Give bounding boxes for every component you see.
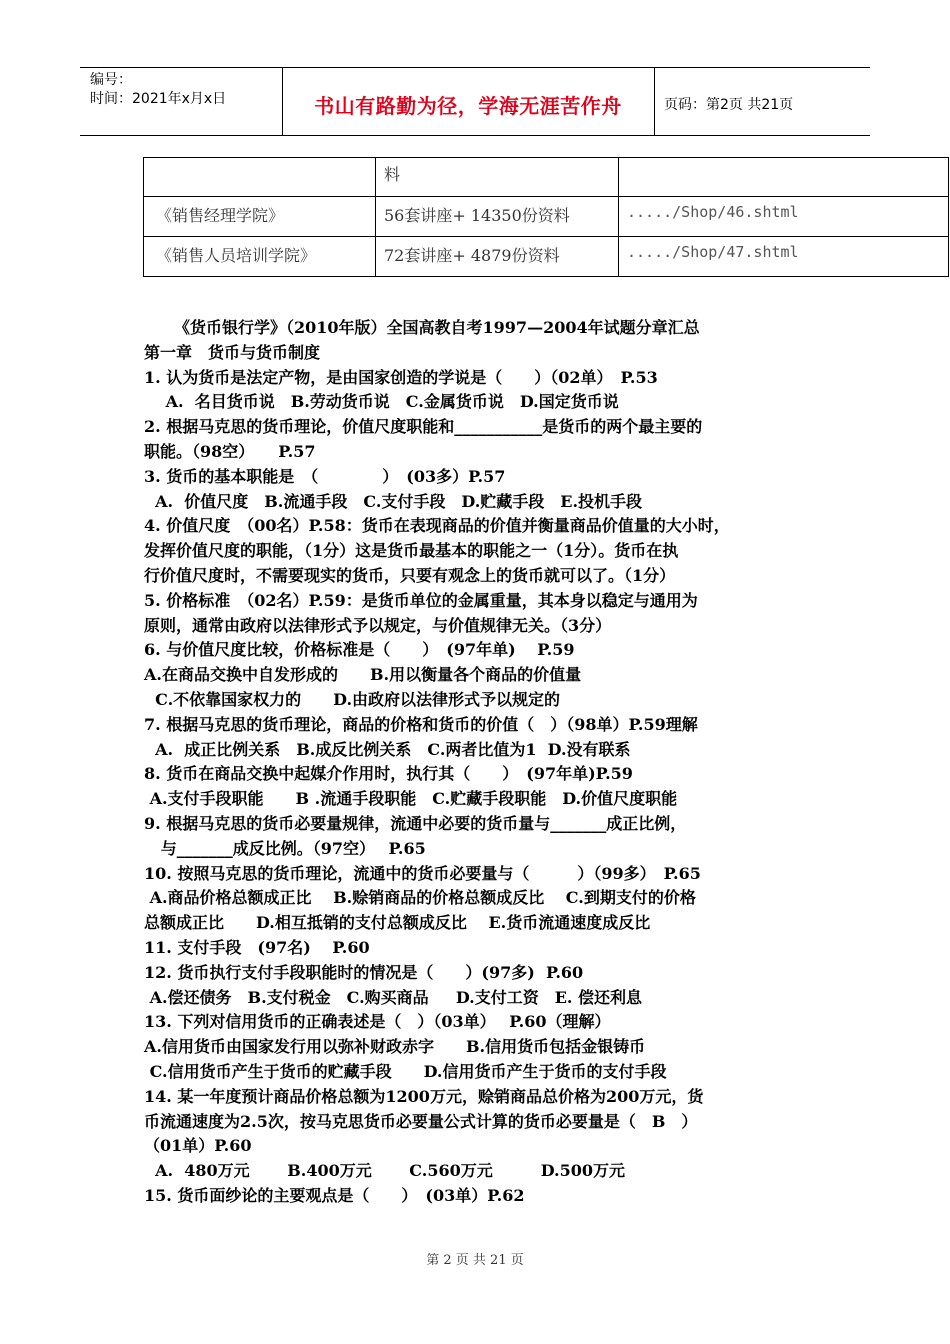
text-line: 发挥价值尺度的职能，（1分）这是货币最基本的职能之一（1分）。货币在执 [144,541,679,561]
table-cell: 72套讲座+ 4879份资料 [376,237,619,277]
text-line: 12. 货币执行支付手段职能时的情况是（ ）(97多) P.60 [144,962,584,982]
text-line: 行价值尺度时，不需要现实的货币，只要有观念上的货币就可以了。（1分） [144,565,676,585]
header-divider-right [654,67,655,135]
table-cell: 《销售经理学院》 [144,197,376,237]
header-top-rule [80,67,870,68]
exam-content [144,316,816,1209]
text-line: 4. 价值尺度 （00名）P.58：货币在表现商品的价值并衡量商品价值量的大小时， [144,516,730,536]
text-line: （01单）P.60 [144,1136,252,1156]
text-line: 7. 根据马克思的货币理论，商品的价格和货币的价值（ ）（98单）P.59理解 [144,714,698,734]
text-line: A.偿还债务 B.支付税金 C.购买商品 D.支付工资 E. 偿还利息 [144,987,643,1007]
document-title: 《货币银行学》（2010年版）全国高教自考1997—2004年试题分章汇总 [174,318,700,337]
text-line: 11. 支付手段 (97名) P.60 [144,937,370,957]
text-line: A. 价值尺度 B.流通手段 C.支付手段 D.贮藏手段 E.投机手段 [144,491,643,511]
number-label: 编号： [90,72,132,88]
text-line: 与_______成反比例。（97空） P.65 [144,838,426,858]
header-page-info: 页码：第2页 共21页 [664,97,794,113]
text-line: 15. 货币面纱论的主要观点是（ ） (03单）P.62 [144,1185,525,1205]
text-line: 原则，通常由政府以法律形式予以规定，与价值规律无关。（3分） [144,615,612,635]
header-motto: 书山有路勤为径，学海无涯苦作舟 [314,94,622,118]
text-line: 13. 下列对信用货币的正确表述是（ ）（03单） P.60（理解） [144,1012,611,1032]
text-line: 2. 根据马克思的货币理论，价值尺度职能和___________是货币的两个最主要的 [144,417,703,437]
text-line: 8. 货币在商品交换中起媒介作用时，执行其（ ） (97年单)P.59 [144,764,633,784]
table-cell [619,158,949,197]
text-line: 10. 按照马克思的货币理论，流通中的货币必要量与（ ）（99多） P.65 [144,863,701,883]
header-bottom-rule [80,135,870,136]
table-cell [144,158,376,197]
text-line: 职能。（98空） P.57 [144,441,316,461]
text-line: C.信用货币产生于货币的贮藏手段 D.信用货币产生于货币的支付手段 [144,1061,667,1081]
text-line: 14. 某一年度预计商品价格总额为1200万元，赊销商品总价格为200万元，货 [144,1086,704,1106]
text-line: 6. 与价值尺度比较，价格标准是（ ） (97年单) P.59 [144,640,575,660]
text-line: 总额成正比 D.相互抵销的支付总额成反比 E.货币流通速度成反比 [144,913,651,933]
text-line: 1. 认为货币是法定产物，是由国家创造的学说是（ ）（02单） P.53 [144,367,658,387]
header-meta [90,71,226,109]
page-footer: 第 2 页 共 21 页 [426,1253,524,1268]
text-line: A. 480万元 B.400万元 C.560万元 D.500万元 [144,1161,625,1181]
text-line: A. 成正比例关系 B.成反比例关系 C.两者比值为1 D.没有联系 [144,739,631,759]
text-line: C.不依靠国家权力的 D.由政府以法律形式予以规定的 [144,689,561,709]
table-row [144,237,949,277]
table-cell: 56套讲座+ 14350份资料 [376,197,619,237]
table-cell: 《销售人员培训学院》 [144,237,376,277]
text-line: A. 名目货币说 B.劳动货币说 C.金属货币说 D.国定货币说 [144,392,619,412]
text-line: 9. 根据马克思的货币必要量规律，流通中必要的货币量与_______成正比例， [144,813,687,833]
text-line: A.支付手段职能 B .流通手段职能 C.贮藏手段职能 D.价值尺度职能 [144,789,678,809]
text-line: A.在商品交换中自发形成的 B.用以衡量各个商品的价值量 [144,665,582,685]
table-row [144,197,949,237]
link-cell[interactable]: ...../Shop/47.shtml [619,237,949,277]
chapter-heading: 第一章 货币与货币制度 [144,342,321,362]
table-row [144,158,949,197]
text-line: A.信用货币由国家发行用以弥补财政赤字 B.信用货币包括金银铸币 [144,1037,646,1057]
text-line: 5. 价格标准 （02名）P.59：是货币单位的金属重量，其本身以稳定与通用为 [144,590,698,610]
text-line: 3. 货币的基本职能是 （ ） (03多）P.57 [144,466,506,486]
text-line: 币流通速度为2.5次，按马克思货币必要量公式计算的货币必要量是（ B ） [144,1111,698,1131]
resource-table [143,157,949,277]
table-cell: 料 [376,158,619,197]
text-line: A.商品价格总额成正比 B.赊销商品的价格总额成反比 C.到期支付的价格 [144,888,696,908]
time-label: 时间：2021年x月x日 [90,91,227,107]
link-cell[interactable]: ...../Shop/46.shtml [619,197,949,237]
